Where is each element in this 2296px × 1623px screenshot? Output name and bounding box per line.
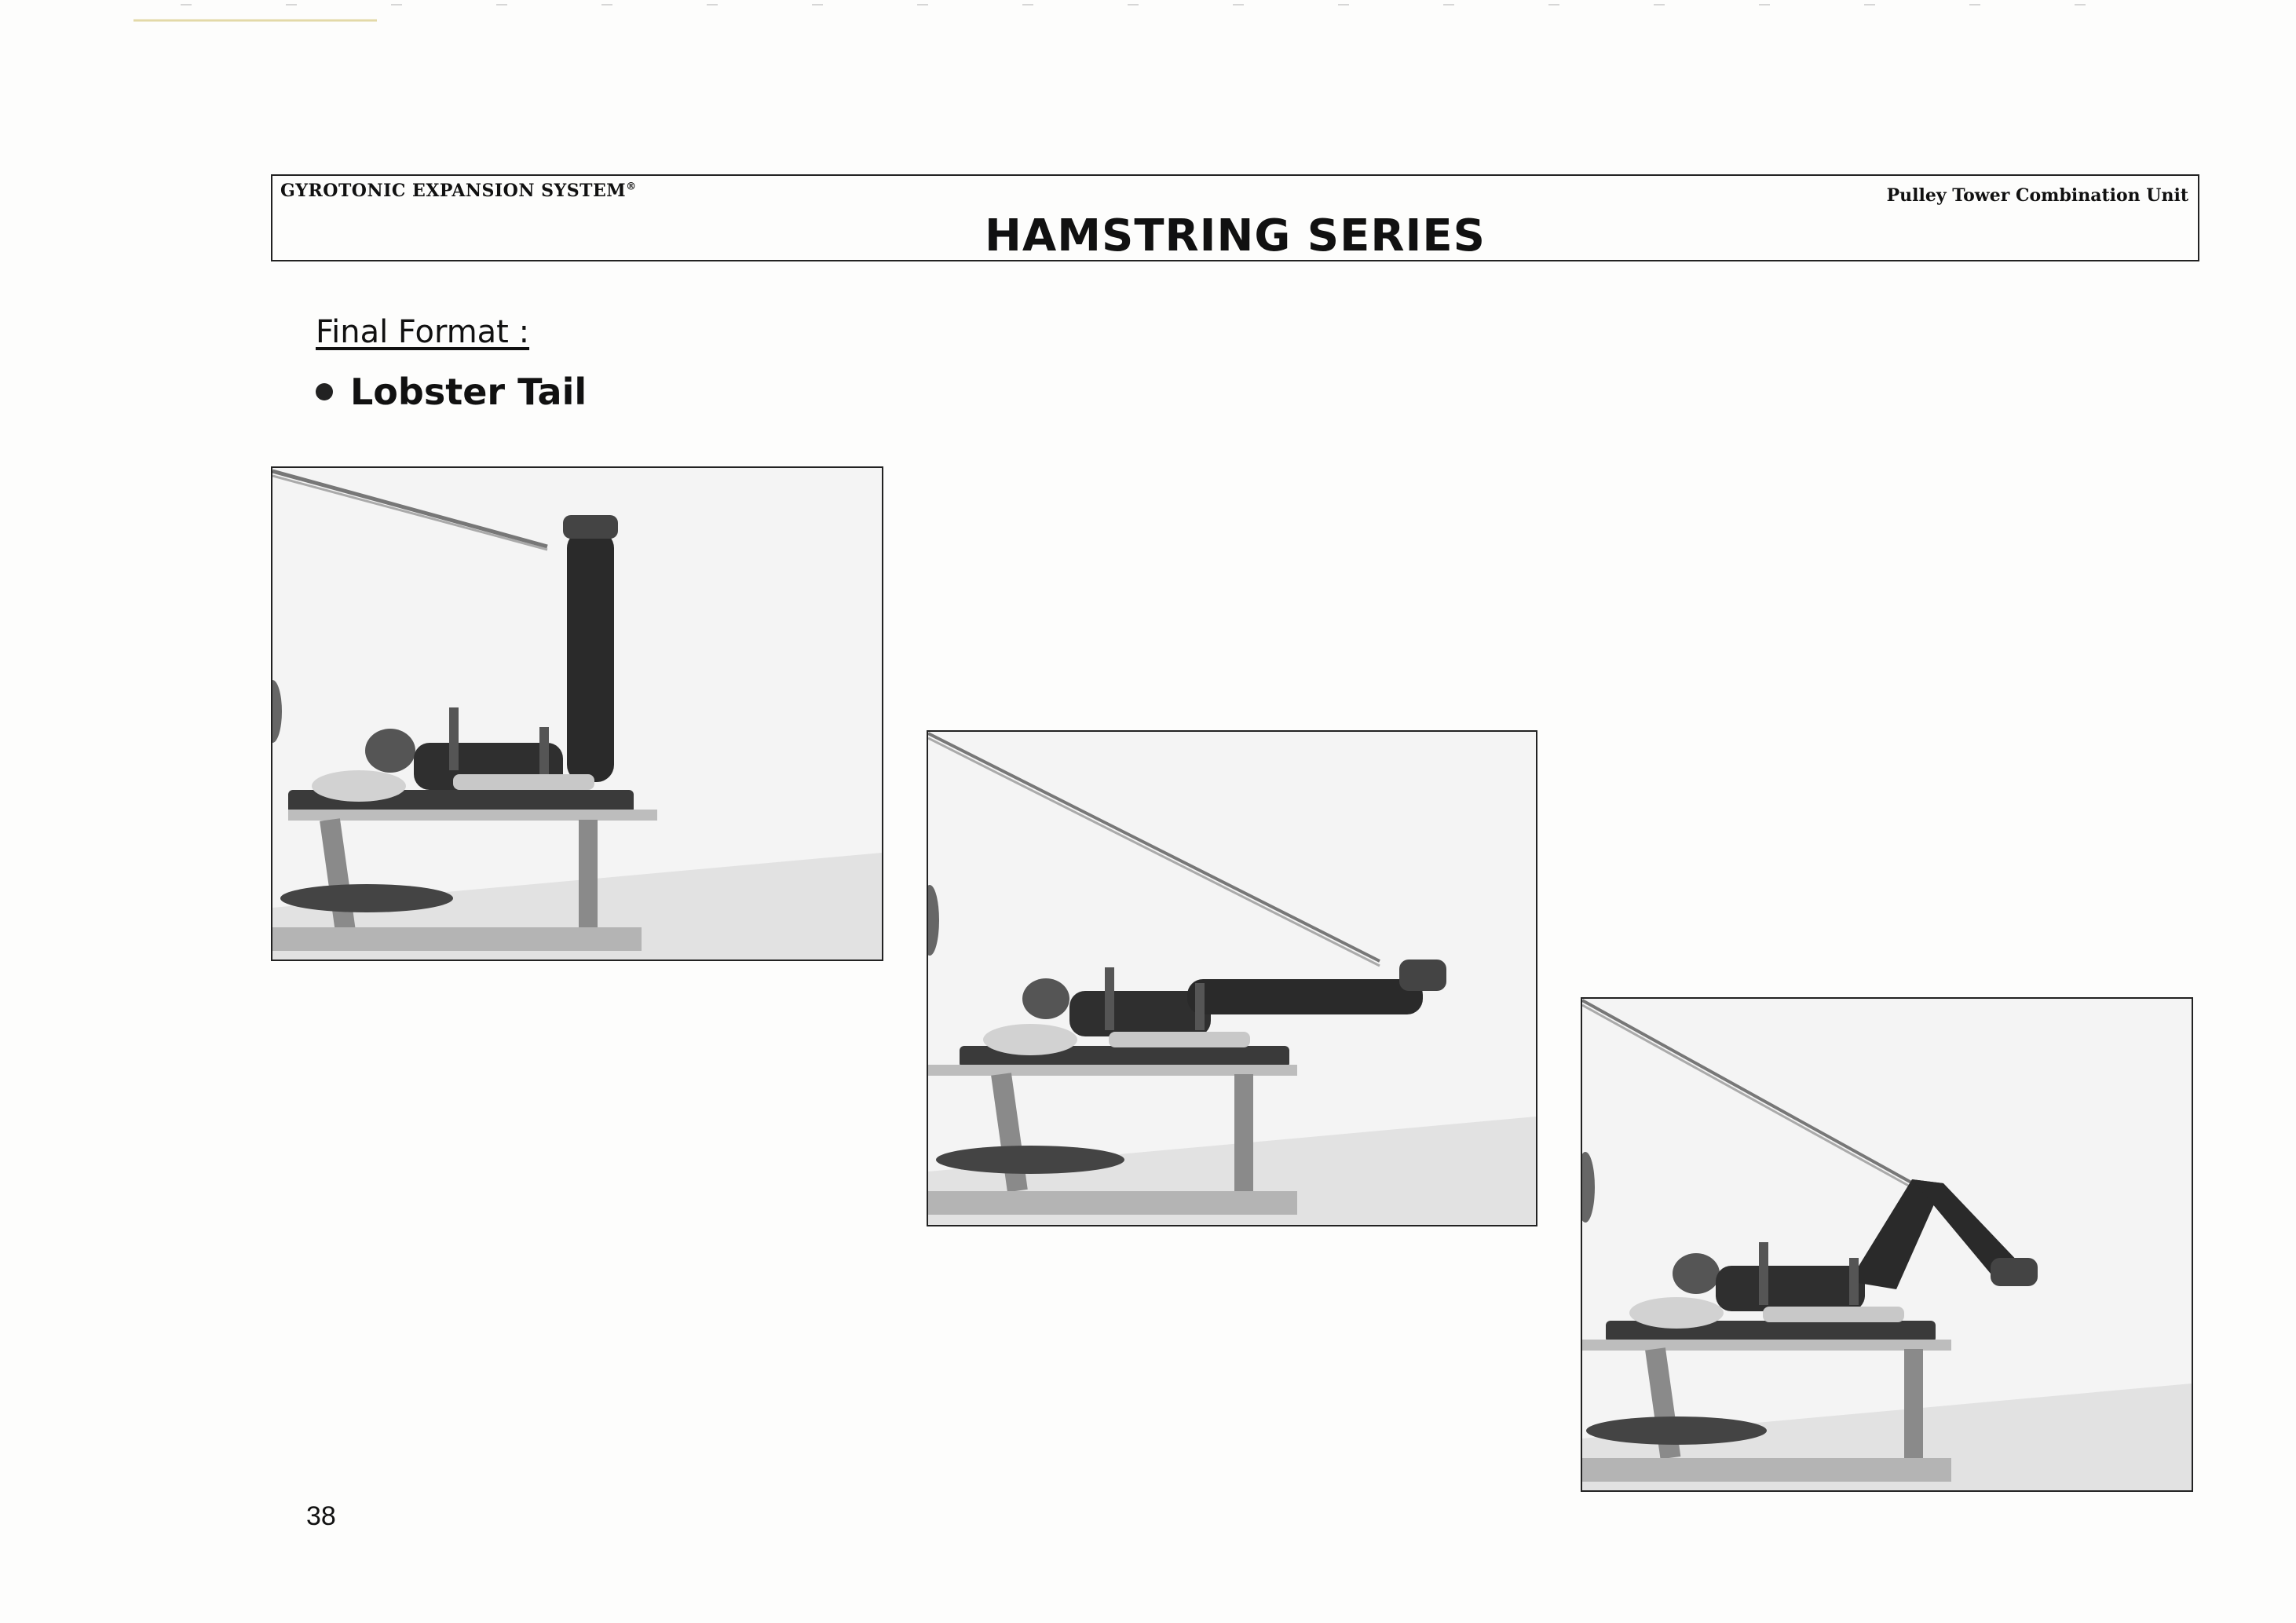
- bullet-icon: [316, 383, 333, 400]
- exercise-heading: [316, 371, 587, 413]
- registered-mark: ®: [626, 181, 637, 193]
- exercise-photo-3: [1581, 997, 2193, 1492]
- page-title: HAMSTRING SERIES: [985, 210, 1486, 261]
- format-label: Final Format :: [316, 314, 530, 350]
- brand-name: GYROTONIC EXPANSION SYSTEM®: [280, 181, 637, 201]
- page-header: [271, 174, 2199, 261]
- exercise-photo-2: [927, 730, 1537, 1226]
- unit-name: Pulley Tower Combination Unit: [1886, 185, 2188, 206]
- exercise-name: Lobster Tail: [350, 371, 587, 413]
- scan-artifact-marks: [0, 0, 2296, 31]
- exercise-photo-1: [271, 466, 883, 961]
- page-number: 38: [306, 1501, 336, 1531]
